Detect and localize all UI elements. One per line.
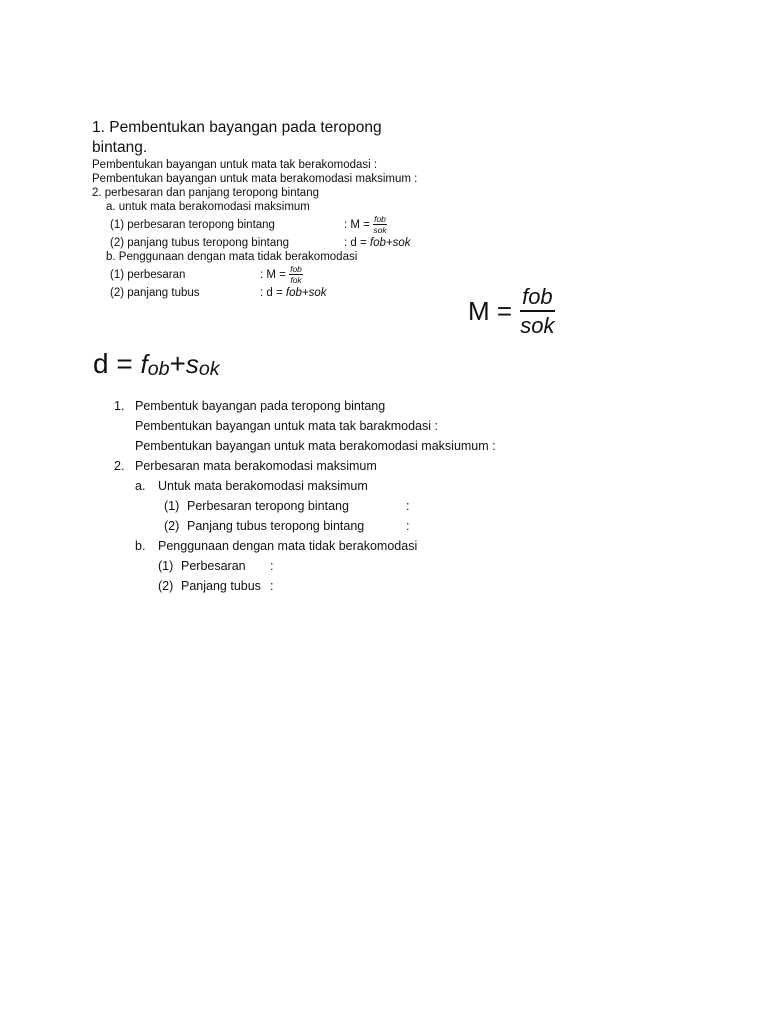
sub-a-marker: a. (135, 479, 146, 493)
notes-a2 (92, 236, 432, 250)
notes-a2-formula (344, 236, 411, 250)
sub-a2-marker: (2) (164, 519, 180, 533)
notes-a2-prefix: : d = (344, 237, 367, 249)
sub-b1-marker: (1) (158, 559, 174, 573)
sub-b2-marker: (2) (158, 579, 174, 593)
notes-line-b: b. Penggunaan dengan mata tidak berakomodasi (106, 251, 358, 263)
notes-b2-prefix: : d = (260, 287, 283, 299)
item1-number: 1. (114, 399, 125, 413)
notes-a2-expr: fob+sok (369, 237, 411, 249)
sub-a2-text: Panjang tubus teropong bintang (187, 519, 365, 533)
sub-b1-text: Perbesaran (181, 559, 246, 573)
formula-magnification (468, 286, 555, 337)
formula-m-num: fob (520, 286, 555, 312)
sub-b2-text: Panjang tubus (181, 579, 261, 593)
sub-a-text: Untuk mata berakomodasi maksimum (158, 479, 368, 493)
notes-a1-prefix: : M = (344, 219, 370, 231)
notes-b1-label: (1) perbesaran (110, 269, 186, 281)
notes-b1 (92, 264, 432, 286)
notes-line-a: a. untuk mata berakomodasi maksimum (106, 201, 310, 213)
notes-b1-fraction (289, 265, 303, 285)
sub-a1-colon: : (406, 499, 410, 513)
notes-title-line2: bintang. (92, 139, 148, 156)
notes-b2-label: (2) panjang tubus (110, 287, 200, 299)
notes-a1-den: sok (373, 225, 387, 236)
item1-line3: Pembentukan bayangan untuk mata berakomodasi maksiumum : (135, 439, 496, 453)
formula-d-s-sub: ok (198, 358, 220, 380)
notes-a1-num: fob (374, 213, 386, 224)
item2-text: Perbesaran mata berakomodasi maksimum (135, 459, 377, 473)
item1-line2: Pembentukan bayangan untuk mata tak barakmodasi : (135, 419, 438, 433)
notes-b2 (92, 286, 432, 300)
formula-m-lhs: M = (468, 296, 513, 326)
notes-a1-formula (344, 214, 387, 236)
notes-b2-formula (260, 286, 327, 300)
notes-a2-label: (2) panjang tubus teropong bintang (110, 237, 290, 249)
formula-d-f-sub: ob (147, 358, 170, 380)
formula-d-plus: + (169, 348, 186, 379)
notes-a1-fraction (373, 215, 387, 235)
pasted-notes-image (92, 118, 432, 300)
notes-title-line1: 1. Pembentukan bayangan pada teropong (92, 119, 382, 136)
sub-a2-colon: : (406, 519, 410, 533)
item1-text: Pembentuk bayangan pada teropong bintang (135, 399, 386, 413)
notes-line-maks: Pembentukan bayangan untuk mata berakomodasi maksimum : (92, 173, 418, 185)
formula-m-den: sok (520, 313, 555, 338)
sub-b1-colon: : (270, 559, 274, 573)
sub-b-marker: b. (135, 539, 146, 553)
sub-a1-text: Perbesaran teropong bintang (187, 499, 349, 513)
notes-b1-formula (260, 264, 303, 286)
formula-m-fraction (520, 286, 555, 337)
notes-b1-den: fok (290, 275, 302, 286)
item2-number: 2. (114, 459, 125, 473)
notes-a1 (92, 214, 432, 236)
notes-b1-num: fob (290, 263, 302, 274)
sub-b-text: Penggunaan dengan mata tidak berakomodasi (158, 539, 418, 553)
sub-a1-marker: (1) (164, 499, 180, 513)
formula-d-s: s (185, 349, 199, 379)
formula-d-f: f (140, 349, 148, 379)
notes-line-tak: Pembentukan bayangan untuk mata tak berakomodasi : (92, 159, 378, 171)
sub-b2-colon: : (270, 579, 274, 593)
notes-b2-expr: fob+sok (285, 287, 327, 299)
formula-d-lhs: d = (93, 348, 133, 379)
formula-tube-length (93, 348, 220, 381)
notes-b1-prefix: : M = (260, 269, 286, 281)
notes-line-2: 2. perbesaran dan panjang teropong bintang (92, 187, 319, 199)
notes-a1-label: (1) perbesaran teropong bintang (110, 219, 275, 231)
